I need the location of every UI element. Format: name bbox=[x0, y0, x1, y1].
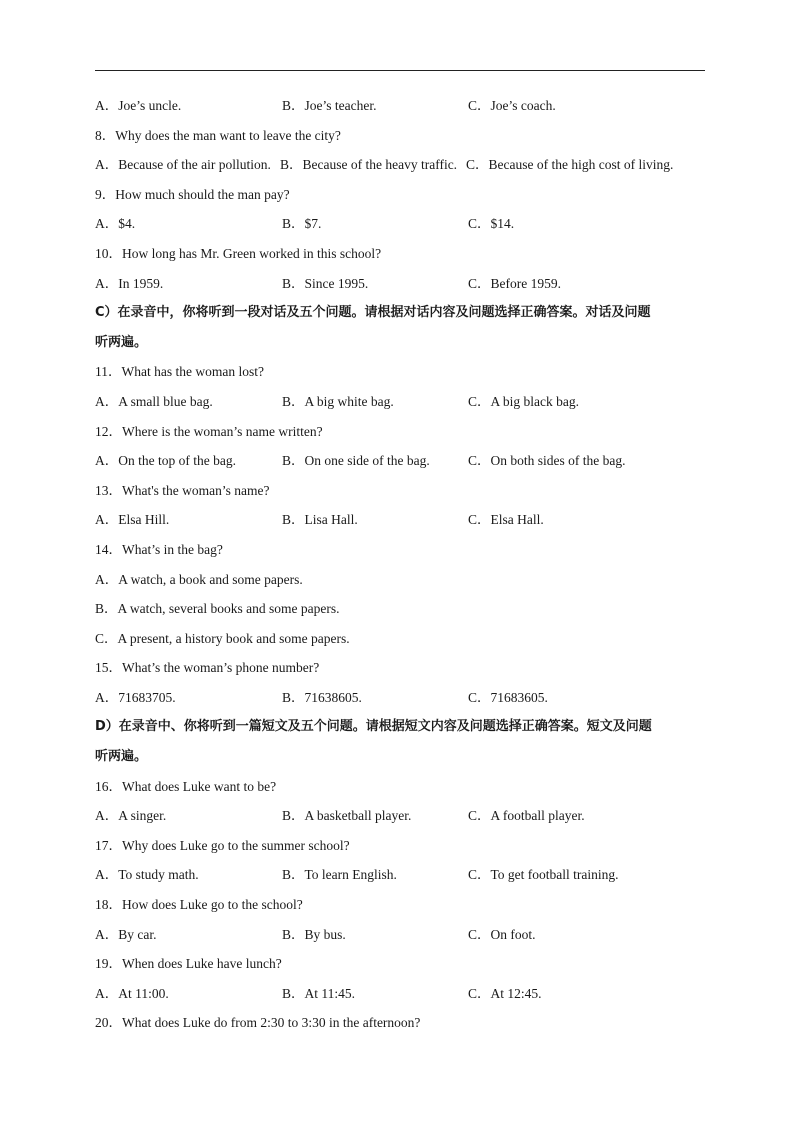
q17-stem: 17．Why does Luke go to the summer school? bbox=[95, 837, 350, 853]
q14-stem: 14．What’s in the bag? bbox=[95, 541, 223, 557]
q17-option-c[interactable]: C．To get football training. bbox=[468, 867, 619, 883]
q11-stem: 11．What has the woman lost? bbox=[95, 364, 264, 380]
q14-option-c[interactable]: C．A present, a history book and some papers. bbox=[95, 630, 350, 646]
q8-stem: 8．Why does the man want to leave the city? bbox=[95, 127, 341, 143]
q16-option-b[interactable]: B．A basketball player. bbox=[282, 808, 412, 824]
q17-option-a[interactable]: A．To study math. bbox=[95, 867, 199, 883]
q15-option-b[interactable]: B．71638605. bbox=[282, 689, 362, 705]
q8-option-a[interactable]: A．Because of the air pollution. bbox=[95, 157, 271, 173]
q13-options bbox=[95, 505, 715, 535]
q9-option-a[interactable]: A．$4. bbox=[95, 216, 136, 232]
q10-stem: 10．How long has Mr. Green worked in this school? bbox=[95, 245, 382, 261]
q12-options bbox=[95, 446, 715, 476]
q7-option-b[interactable]: B．Joe’s teacher. bbox=[282, 98, 377, 113]
q11-option-b[interactable]: B．A big white bag. bbox=[282, 393, 394, 409]
q12-option-c[interactable]: C．On both sides of the bag. bbox=[468, 453, 626, 469]
section-d-instructions-line2: 听两遍。 bbox=[95, 749, 148, 765]
q7-option-a[interactable]: A．Joe’s uncle. bbox=[95, 98, 182, 113]
q10-option-c[interactable]: C．Before 1959. bbox=[468, 275, 561, 291]
question-list bbox=[95, 91, 715, 1038]
q19-option-c[interactable]: C．At 12:45. bbox=[468, 985, 542, 1001]
q18-option-a[interactable]: A．By car. bbox=[95, 926, 157, 942]
q9-option-c[interactable]: C．$14. bbox=[468, 216, 515, 232]
q19-stem: 19．When does Luke have lunch? bbox=[95, 956, 282, 972]
section-d-instructions-line1: D）在录音中、你将听到一篇短文及五个问题。请根据短文内容及问题选择正确答案。短文及问题 bbox=[95, 719, 652, 735]
q13-option-a[interactable]: A．Elsa Hill. bbox=[95, 512, 170, 528]
q13-option-c[interactable]: C．Elsa Hall. bbox=[468, 512, 544, 528]
q13-option-b[interactable]: B．Lisa Hall. bbox=[282, 512, 358, 528]
q15-option-a[interactable]: A．71683705. bbox=[95, 689, 176, 705]
q15-option-c[interactable]: C．71683605. bbox=[468, 689, 548, 705]
q17-option-b[interactable]: B．To learn English. bbox=[282, 867, 397, 883]
section-c-instructions-line1: C）在录音中，你将听到一段对话及五个问题。请根据对话内容及问题选择正确答案。对话及问题 bbox=[95, 305, 651, 321]
q19-option-a[interactable]: A．At 11:00. bbox=[95, 985, 169, 1001]
q18-option-b[interactable]: B．By bus. bbox=[282, 926, 346, 942]
q16-option-c[interactable]: C．A football player. bbox=[468, 808, 585, 824]
q10-option-b[interactable]: B．Since 1995. bbox=[282, 275, 369, 291]
q8-option-c[interactable]: C．Because of the high cost of living. bbox=[466, 157, 674, 173]
q19-options bbox=[95, 979, 715, 1009]
q10-options bbox=[95, 269, 715, 299]
q10-option-a[interactable]: A．In 1959. bbox=[95, 275, 164, 291]
q18-option-c[interactable]: C．On foot. bbox=[468, 926, 536, 942]
q12-option-a[interactable]: A．On the top of the bag. bbox=[95, 453, 236, 469]
q17-options bbox=[95, 860, 715, 890]
q7-option-c[interactable]: C．Joe’s coach. bbox=[468, 98, 556, 113]
q11-options bbox=[95, 387, 715, 417]
q8-options bbox=[95, 150, 715, 180]
q9-option-b[interactable]: B．$7. bbox=[282, 216, 322, 232]
q13-stem: 13．What's the woman’s name? bbox=[95, 482, 270, 498]
q7-options bbox=[95, 91, 715, 121]
q15-stem: 15．What’s the woman’s phone number? bbox=[95, 660, 320, 676]
q9-stem: 9．How much should the man pay? bbox=[95, 186, 290, 202]
header-rule bbox=[95, 70, 705, 71]
section-c-instructions-line2: 听两遍。 bbox=[95, 334, 148, 350]
q16-stem: 16．What does Luke want to be? bbox=[95, 778, 277, 794]
q16-option-a[interactable]: A．A singer. bbox=[95, 808, 167, 824]
q14-option-b[interactable]: B．A watch, several books and some papers. bbox=[95, 601, 340, 617]
q19-option-b[interactable]: B．At 11:45. bbox=[282, 985, 356, 1001]
q12-stem: 12．Where is the woman’s name written? bbox=[95, 423, 323, 439]
q20-stem: 20．What does Luke do from 2:30 to 3:30 in the afternoon? bbox=[95, 1015, 421, 1031]
q8-option-b[interactable]: B．Because of the heavy traffic. bbox=[280, 157, 458, 173]
q9-options bbox=[95, 209, 715, 239]
q18-options bbox=[95, 920, 715, 950]
q16-options bbox=[95, 801, 715, 831]
q11-option-c[interactable]: C．A big black bag. bbox=[468, 393, 579, 409]
q11-option-a[interactable]: A．A small blue bag. bbox=[95, 393, 213, 409]
q12-option-b[interactable]: B．On one side of the bag. bbox=[282, 453, 430, 469]
q15-options bbox=[95, 683, 715, 713]
q18-stem: 18．How does Luke go to the school? bbox=[95, 897, 303, 913]
q14-option-a[interactable]: A．A watch, a book and some papers. bbox=[95, 571, 303, 587]
